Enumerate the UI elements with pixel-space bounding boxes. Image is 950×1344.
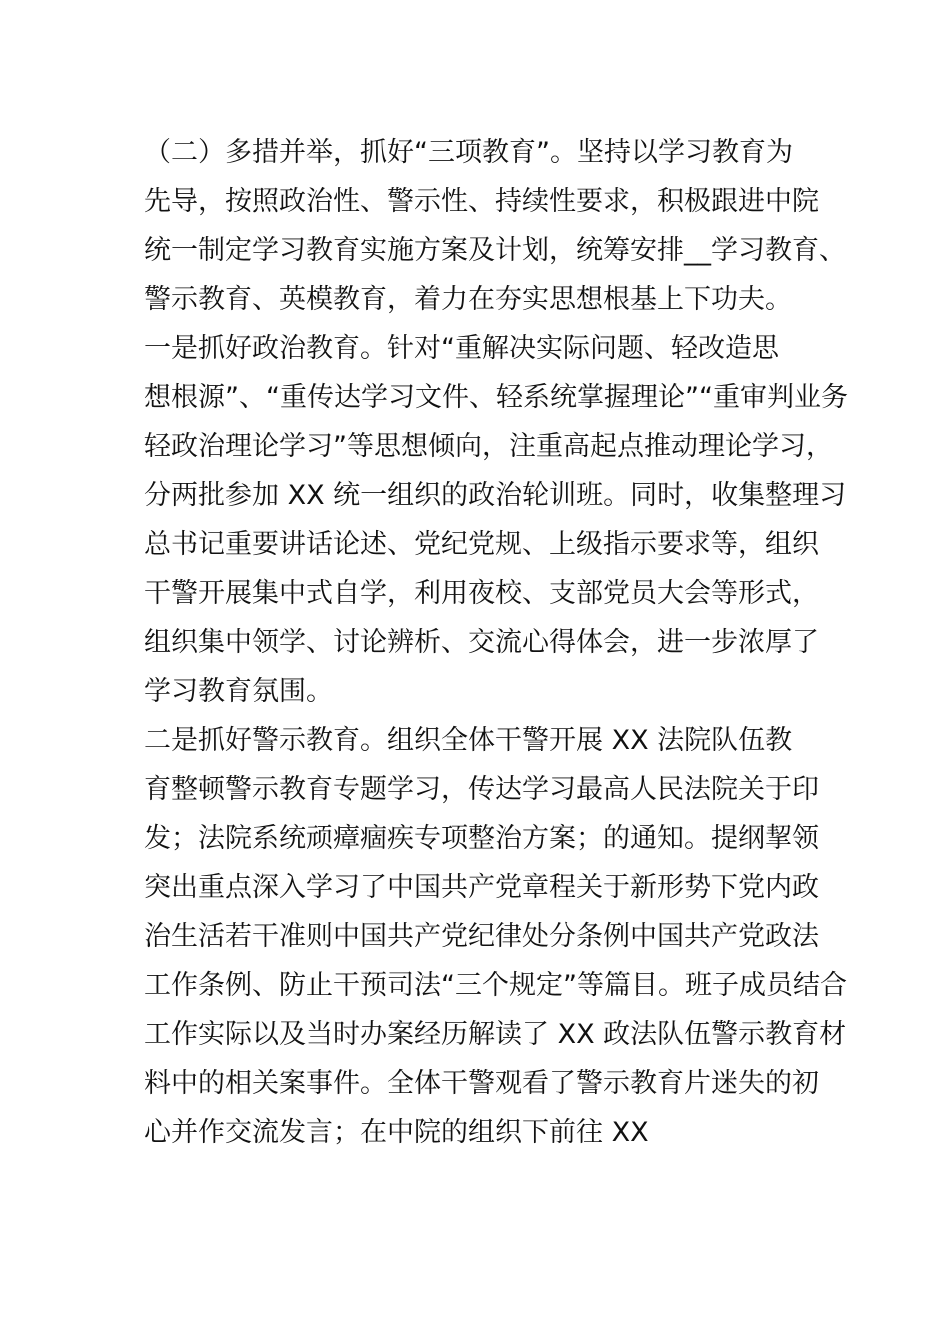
text-line: 先导，按照政治性、警示性、持续性要求，积极跟进中院 xyxy=(144,186,819,217)
text-line: 干警开展集中式自学，利用夜校、支部党员大会等形式， xyxy=(144,578,819,609)
text-line: 突出重点深入学习了中国共产党章程关于新形势下党内政 xyxy=(144,872,819,903)
text-line: 想根源”、“重传达学习文件、轻系统掌握理论”“重审判业务 xyxy=(144,382,848,413)
text-line: 轻政治理论学习”等思想倾向，注重高起点推动理论学习， xyxy=(144,431,833,462)
text-line: 统一制定学习教育实施方案及计划，统筹安排__学习教育、 xyxy=(144,235,846,266)
text-line: 总书记重要讲话论述、党纪党规、上级指示要求等，组织 xyxy=(144,529,819,560)
text-line: 警示教育、英模教育，着力在夯实思想根基上下功夫。 xyxy=(144,284,792,315)
text-line: 治生活若干准则中国共产党纪律处分条例中国共产党政法 xyxy=(144,921,819,952)
text-line: 一是抓好政治教育。针对“重解决实际问题、轻改造思 xyxy=(144,333,779,364)
text-line: 料中的相关案事件。全体干警观看了警示教育片迷失的初 xyxy=(144,1068,819,1099)
text-line: 学习教育氛围。 xyxy=(144,676,333,707)
text-line: 分两批参加 XX 统一组织的政治轮训班。同时，收集整理习 xyxy=(144,480,847,511)
text-line: 工作实际以及当时办案经历解读了 XX 政法队伍警示教育材 xyxy=(144,1019,847,1050)
text-line: 组织集中领学、讨论辨析、交流心得体会，进一步浓厚了 xyxy=(144,627,819,658)
text-line: 育整顿警示教育专题学习，传达学习最高人民法院关于印 xyxy=(144,774,819,805)
text-line: 工作条例、防止干预司法“三个规定”等篇目。班子成员结合 xyxy=(144,970,847,1001)
text-line: 二是抓好警示教育。组织全体干警开展 XX 法院队伍教 xyxy=(144,725,793,756)
text-line: （二）多措并举，抓好“三项教育”。坚持以学习教育为 xyxy=(144,137,793,168)
text-line: 发；法院系统顽瘴痼疾专项整治方案；的通知。提纲挈领 xyxy=(144,823,819,854)
document-body xyxy=(144,128,848,1157)
text-line: 心并作交流发言；在中院的组织下前往 XX xyxy=(144,1117,649,1148)
